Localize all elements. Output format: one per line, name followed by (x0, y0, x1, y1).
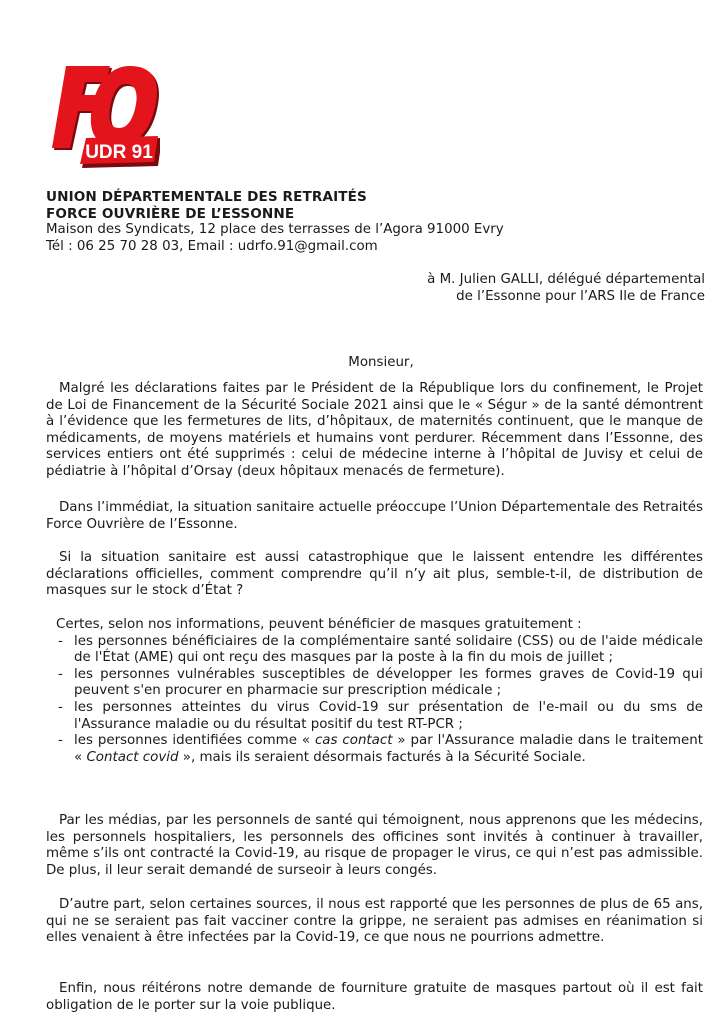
list-item-text: les personnes atteintes du virus Covid-19 sur présentation de l'e-mail ou du sms de l'Assurance maladie ou du résultat positif du test RT-PCR ; (74, 699, 703, 732)
list-item-text: les personnes bénéficiaires de la complémentaire santé solidaire (CSS) ou de l'aide médicale de l'État (AME) qui ont reçu des masques par la poste à la fin du mois de juillet ; (74, 633, 703, 666)
list-item (46, 733, 703, 766)
eligibility-list (46, 634, 703, 767)
paragraph-6 (46, 981, 703, 1014)
paragraph-4 (46, 813, 703, 879)
dash-bullet: - (58, 733, 63, 749)
paragraph-3 (46, 550, 703, 600)
logo-badge-text: UDR 91 (85, 142, 153, 163)
list-item (46, 700, 703, 733)
dash-bullet: - (58, 633, 63, 649)
sender-org-line1: UNION DÉPARTEMENTALE DES RETRAITÉS (46, 189, 367, 205)
list-item-text-a: les personnes identifiées comme « (74, 733, 315, 749)
paragraph-6-text: Enfin, nous réitérons notre demande de fourniture gratuite de masques partout où il est fait obligation de le porter sur la voie publique. (46, 981, 703, 1013)
list-item-italic-contact-covid: Contact covid (86, 749, 179, 765)
recipient-line1: à M. Julien GALLI, délégué départemental (427, 272, 705, 287)
paragraph-1 (46, 381, 703, 481)
paragraph-3-text: Si la situation sanitaire est aussi catastrophique que le laissent entendre les différentes déclarations officielles, comment comprendre qu’il n’y ait plus, semble-t-il, de distribution de masques sur le stock d’État ? (46, 550, 703, 599)
paragraph-2 (46, 500, 703, 533)
logo-graphic (52, 62, 160, 168)
eligibility-section (46, 617, 703, 766)
list-item-italic-cas-contact: cas contact (314, 733, 393, 749)
list-item-text: les personnes vulnérables susceptibles de développer les formes graves de Covid-19 qui peuvent s'en procurer en pharmacie sur prescription médicale ; (74, 666, 703, 699)
recipient-line2: de l’Essonne pour l’ARS Ile de France (456, 288, 705, 304)
paragraph-1-text: Malgré les déclarations faites par le Président de la République lors du confinement, le Projet de Loi de Financement de la Sécurité Sociale 2021 ainsi que le « Ségur » de la santé démontrent à l’évidence que les fermetures de lits, d’hôpitaux, de maternités continuent, que le manque de médicaments, de moyens matériels et humains vont perdurer. Récemment dans l’Essonne, des services entiers ont été supprimés : celui de médecine interne à l’hôpital de Juvisy et celui de pédiatrie à l’hôpital d’Orsay (deux hôpitaux menacés de fermeture). (46, 381, 703, 479)
list-item (46, 634, 703, 667)
sender-address: Maison des Syndicats, 12 place des terrasses de l’Agora 91000 Evry (46, 222, 504, 237)
dash-bullet: - (58, 699, 63, 715)
paragraph-5-text: D’autre part, selon certaines sources, il nous est rapporté que les personnes de plus de 65 ans, qui ne se seraient pas fait vacciner contre la grippe, ne seraient pas admises en réanimation si elles venaient à être infectées par la Covid-19, ce que nous ne pourrions admettre. (46, 897, 703, 946)
list-intro: Certes, selon nos informations, peuvent bénéficier de masques gratuitement : (56, 617, 582, 632)
paragraph-2-text: Dans l’immédiat, la situation sanitaire actuelle préoccupe l’Union Départementale des Retraités Force Ouvrière de l’Essonne. (46, 500, 703, 532)
list-item (46, 667, 703, 700)
dash-bullet: - (58, 666, 63, 682)
sender-org-line2: FORCE OUVRIÈRE DE L’ESSONNE (46, 205, 295, 222)
list-item-text-c: » par l'Assurance maladie dans le traitement « (74, 733, 703, 765)
recipient-block (427, 272, 705, 305)
list-item-text-e: », mais ils seraient désormais facturés à la Sécurité Sociale. (178, 749, 586, 765)
paragraph-5 (46, 897, 703, 947)
salutation: Monsieur, (348, 355, 414, 370)
paragraph-4-text: Par les médias, par les personnels de santé qui témoignent, nous apprenons que les médecins, les personnels hospitaliers, les personnels des officines sont invités à continuer à travailler, même s’ils ont contracté la Covid-19, au risque de propager le virus, ce qui n’est pas admissible. De plus, il leur serait demandé de surseoir à leurs congés. (46, 813, 703, 878)
sender-block (46, 189, 606, 255)
fo-udr91-logo (52, 62, 160, 168)
sender-contact: Tél : 06 25 70 28 03, Email : udrfo.91@gmail.com (46, 238, 378, 254)
